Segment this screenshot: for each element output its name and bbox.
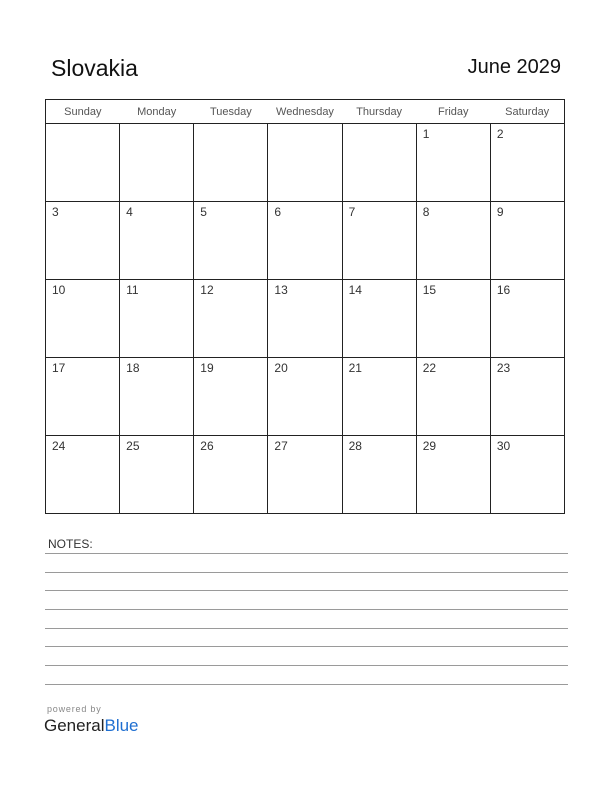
day-cell	[120, 436, 194, 514]
note-line	[45, 646, 568, 647]
weekday-header: Sunday	[46, 100, 120, 124]
day-number: 18	[126, 361, 140, 375]
day-number: 20	[274, 361, 288, 375]
day-cell	[490, 358, 564, 436]
day-number: 19	[200, 361, 214, 375]
day-cell	[120, 280, 194, 358]
weekday-header: Monday	[120, 100, 194, 124]
day-number	[268, 124, 341, 127]
day-number: 10	[52, 283, 66, 297]
day-number: 27	[274, 439, 288, 453]
day-number: 24	[52, 439, 66, 453]
powered-by-text: powered by	[47, 704, 102, 714]
day-number: 15	[422, 283, 437, 297]
notes-label: NOTES:	[48, 537, 93, 551]
day-cell	[490, 280, 564, 358]
day-cell	[120, 202, 194, 280]
day-cell	[490, 202, 564, 280]
day-cell	[46, 358, 120, 436]
day-number: 11	[126, 283, 139, 297]
day-number: 26	[200, 439, 214, 453]
day-cell	[194, 358, 268, 436]
day-number: 30	[496, 439, 511, 453]
weekday-header: Tuesday	[194, 100, 268, 124]
day-number	[46, 124, 119, 127]
day-number: 2	[496, 127, 504, 141]
note-line	[45, 590, 568, 591]
day-number: 22	[422, 361, 437, 375]
day-cell	[46, 202, 120, 280]
day-cell	[194, 202, 268, 280]
day-number: 16	[496, 283, 511, 297]
brand-general: General	[44, 716, 105, 735]
day-cell	[194, 280, 268, 358]
day-number: 9	[496, 205, 504, 219]
day-cell	[194, 124, 268, 202]
day-cell	[194, 436, 268, 514]
calendar-grid	[45, 99, 565, 514]
note-line	[45, 609, 568, 610]
week-row	[46, 202, 565, 280]
generalblue-logo[interactable]	[44, 716, 139, 736]
day-number: 13	[274, 283, 288, 297]
weekday-header-row	[46, 100, 565, 124]
day-number: 5	[200, 205, 207, 219]
day-cell	[120, 124, 194, 202]
note-line	[45, 553, 568, 554]
day-number: 23	[496, 361, 511, 375]
day-cell	[120, 358, 194, 436]
day-number: 7	[348, 205, 356, 219]
day-number: 14	[348, 283, 362, 297]
day-number: 3	[52, 205, 59, 219]
day-cell	[46, 124, 120, 202]
weekday-header: Wednesday	[268, 100, 342, 124]
day-cell	[342, 124, 416, 202]
day-cell	[490, 124, 564, 202]
day-cell	[268, 124, 342, 202]
week-row	[46, 280, 565, 358]
day-number: 4	[126, 205, 133, 219]
day-cell	[268, 280, 342, 358]
month-title: June 2029	[467, 56, 561, 78]
day-number	[343, 124, 416, 127]
day-cell	[342, 436, 416, 514]
day-cell	[46, 280, 120, 358]
day-cell	[416, 358, 490, 436]
weekday-header: Thursday	[342, 100, 416, 124]
day-cell	[416, 280, 490, 358]
day-cell	[268, 436, 342, 514]
day-number: 21	[348, 361, 362, 375]
day-number: 8	[422, 205, 430, 219]
note-line	[45, 665, 568, 666]
day-number	[120, 124, 193, 127]
week-row	[46, 124, 565, 202]
day-cell	[490, 436, 564, 514]
note-line	[45, 684, 568, 685]
day-number: 25	[126, 439, 140, 453]
day-cell	[416, 124, 490, 202]
day-number: 28	[348, 439, 362, 453]
day-number	[194, 124, 267, 127]
week-row	[46, 358, 565, 436]
day-cell	[342, 358, 416, 436]
note-line	[45, 628, 568, 629]
day-cell	[268, 202, 342, 280]
day-number: 6	[274, 205, 282, 219]
day-cell	[342, 202, 416, 280]
weekday-header: Friday	[416, 100, 490, 124]
brand-blue: Blue	[104, 716, 139, 735]
day-cell	[416, 436, 490, 514]
day-cell	[46, 436, 120, 514]
note-line	[45, 572, 568, 573]
day-cell	[342, 280, 416, 358]
week-row	[46, 436, 565, 514]
weekday-header: Saturday	[490, 100, 564, 124]
day-number: 29	[422, 439, 437, 453]
day-number: 12	[200, 283, 214, 297]
day-cell	[416, 202, 490, 280]
day-number: 17	[52, 361, 66, 375]
day-number: 1	[422, 127, 430, 141]
country-title: Slovakia	[51, 55, 138, 81]
day-cell	[268, 358, 342, 436]
